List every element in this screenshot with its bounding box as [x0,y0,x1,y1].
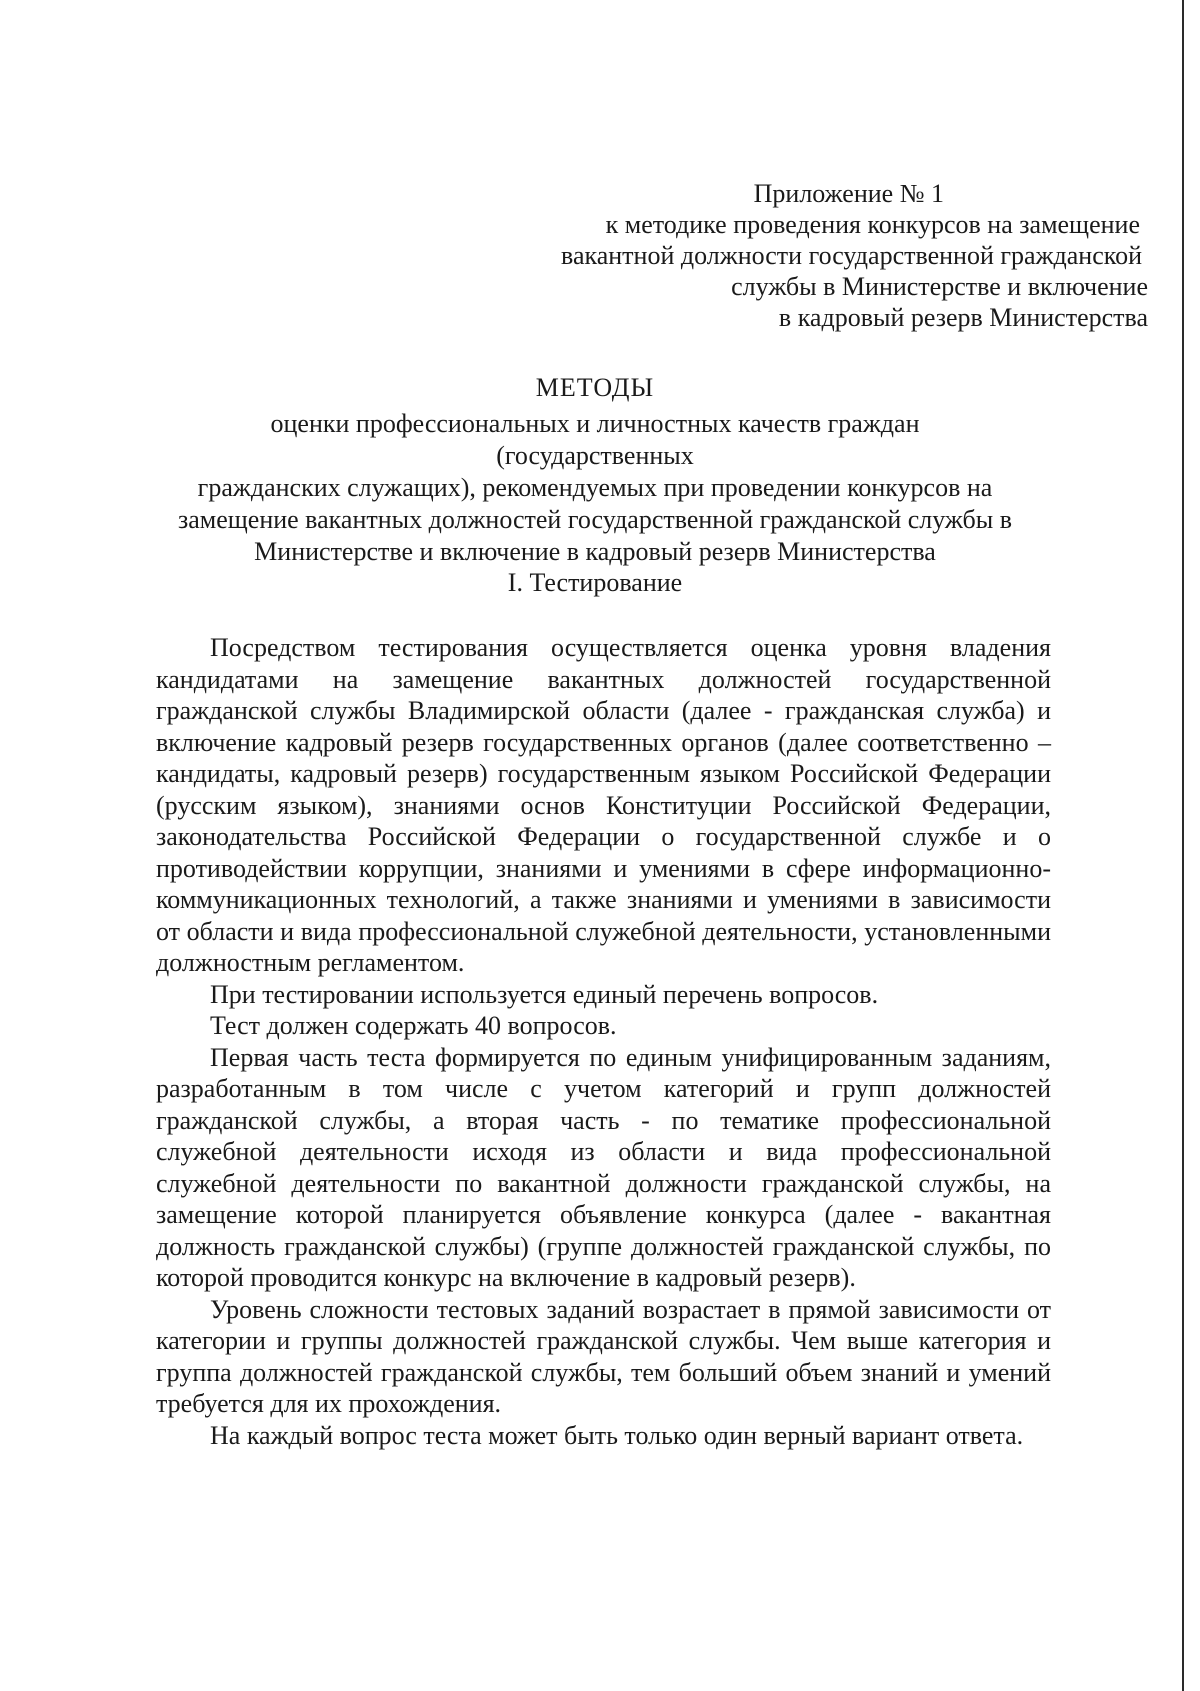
document-title: МЕТОДЫ [535,373,655,402]
scan-edge-line [1182,0,1184,1691]
appendix-line-3: вакантной должности государственной гражданской [561,241,1142,270]
appendix-header [561,178,1148,333]
appendix-line-5: в кадровый резерв Министерства [778,303,1148,332]
document-subtitle-line-3: замещение вакантных должностей государственной гражданской службы в [177,505,1013,534]
body-text [156,632,1051,1451]
appendix-line-2: к методике проведения конкурсов на замещение [605,210,1140,239]
paragraph-3: Тест должен содержать 40 вопросов. [210,1011,617,1040]
paragraph-2: При тестировании используется единый перечень вопросов. [210,979,879,1009]
paragraph-6: На каждый вопрос теста может быть только один верный вариант ответа. [210,1420,1024,1450]
document-subtitle-line-1: оценки профессиональных и личностных качеств граждан (государственных [270,409,920,470]
appendix-line-1: Приложение № 1 [753,179,944,208]
paragraph-1: Посредством тестирования осуществляется оценка уровня владения кандидатами на замещение вакантных должностей государственной гражданской службы Владимирской области (далее - гражданская служба) и включение кадровый резерв государственных органов (далее соответственно – кандидаты, кадровый резерв) государственным языком Российской Федерации (русским языком), знаниями основ Конституции Российской Федерации, законодательства Российской Федерации о государственной службе и о противодействии коррупции, знаниями и умениями в сфере информационно-коммуникационных технологий, а также знаниями и умениями в зависимости от области и вида профессиональной служебной деятельности, установленными должностным регламентом. [156,633,1051,977]
document-subtitle-line-2: гражданских служащих), рекомендуемых при проведении конкурсов на [197,473,993,502]
document-subtitle-line-4: Министерстве и включение в кадровый резерв Министерства [254,537,936,566]
paragraph-4: Первая часть теста формируется по единым унифицированным заданиям, разработанным в том числе с учетом категорий и групп должностей гражданской службы, а вторая часть - по тематике профессиональной служебной деятельности исходя из области и вида профессиональной служебной деятельности по вакантной должности гражданской службы, на замещение которой планируется объявление конкурса (далее - вакантная должность гражданской службы) (группе должностей гражданской службы, по которой проводится конкурс на включение в кадровый резерв). [156,1042,1051,1292]
section-heading: I. Тестирование [507,568,683,597]
paragraph-5: Уровень сложности тестовых заданий возрастает в прямой зависимости от категории и группы должностей гражданской службы. Чем выше категория и группа должностей гражданской службы, тем больший объем знаний и умений требуется для их прохождения. [156,1294,1051,1418]
document-title-block [170,372,1020,568]
appendix-line-4: службы в Министерстве и включение [731,272,1148,301]
